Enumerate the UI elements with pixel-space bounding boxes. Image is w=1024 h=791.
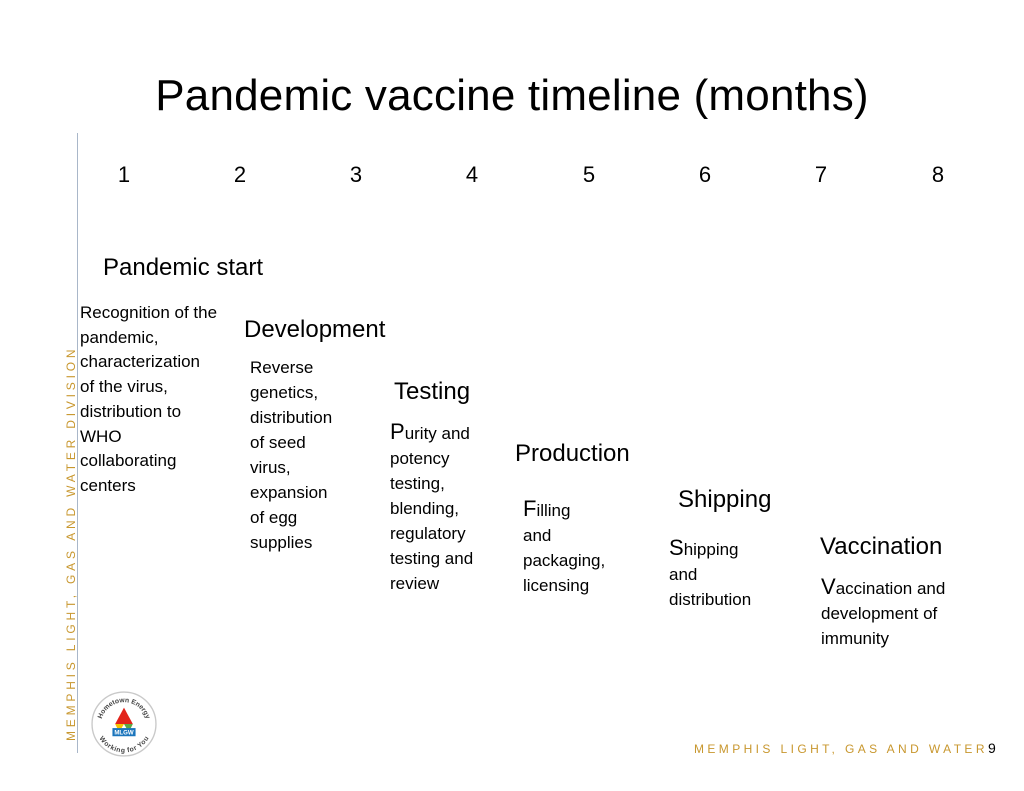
desc-line: expansion: [250, 483, 328, 502]
desc-first-rest: accination and: [835, 579, 946, 598]
stage-desc-production: [523, 496, 605, 598]
logo-badge-text: MLGW: [114, 729, 134, 737]
stage-desc-development: [250, 355, 332, 555]
desc-line: genetics,: [250, 383, 319, 402]
desc-line: packaging,: [523, 551, 606, 570]
stage-title-production: Production: [515, 440, 630, 467]
month-label: 2: [233, 162, 247, 187]
stage-title-testing: Testing: [394, 378, 471, 405]
month-label: 6: [698, 162, 712, 187]
desc-first-rest: illing: [536, 501, 571, 520]
stage-desc-shipping: [669, 535, 751, 612]
desc-line: of egg: [250, 508, 298, 527]
desc-line: review: [390, 574, 440, 593]
desc-line: potency: [390, 449, 450, 468]
desc-line: licensing: [523, 576, 590, 595]
desc-line: and: [669, 565, 698, 584]
desc-line: blending,: [390, 499, 460, 518]
slide-title: Pandemic vaccine timeline (months): [155, 71, 869, 120]
footer-org-name: MEMPHIS LIGHT, GAS AND WATER: [694, 742, 988, 756]
month-label: 8: [931, 162, 945, 187]
desc-line: pandemic,: [80, 327, 159, 347]
desc-line: collaborating: [80, 451, 177, 471]
stage-desc-testing: [390, 419, 473, 596]
desc-line: distribution to: [80, 401, 182, 421]
desc-line: WHO: [80, 426, 122, 446]
desc-line: testing,: [390, 474, 445, 493]
desc-line: testing and: [390, 549, 474, 568]
logo-bottom-text: Working for You: [97, 735, 151, 755]
desc-line: distribution: [250, 408, 333, 427]
desc-line: Reverse: [250, 358, 314, 377]
desc-line: [523, 496, 605, 523]
desc-line: distribution: [669, 590, 752, 609]
desc-first-rest: urity and: [404, 424, 470, 443]
desc-initial: S: [669, 535, 684, 560]
desc-line: supplies: [250, 533, 313, 552]
desc-line: of the virus,: [80, 377, 168, 397]
desc-line: regulatory: [390, 524, 466, 543]
month-label: 5: [582, 162, 596, 187]
month-label: 7: [814, 162, 828, 187]
desc-line: of seed: [250, 433, 306, 452]
desc-initial: P: [390, 419, 405, 444]
desc-line: characterization: [80, 352, 201, 372]
logo-top-text: Hometown Energy: [96, 697, 151, 720]
desc-line: centers: [80, 475, 136, 495]
desc-line: [669, 535, 751, 562]
sidebar-org-name: MEMPHIS LIGHT, GAS AND WATER DIVISION: [64, 345, 78, 741]
stage-desc-vaccination: [821, 574, 945, 651]
desc-line: virus,: [250, 458, 291, 477]
desc-initial: F: [523, 496, 537, 521]
stage-title-development: Development: [244, 316, 386, 343]
month-label: 4: [465, 162, 479, 187]
desc-line: [821, 574, 945, 601]
desc-line: immunity: [821, 629, 890, 648]
desc-first-rest: hipping: [683, 540, 739, 559]
desc-line: and: [523, 526, 552, 545]
desc-initial: V: [821, 574, 836, 599]
month-label: 1: [117, 162, 131, 187]
stage-title-vaccination: Vaccination: [820, 533, 943, 560]
desc-line: development of: [821, 604, 938, 623]
stage-title-shipping: Shipping: [678, 486, 772, 513]
page-number: 9: [988, 740, 996, 756]
desc-line: [390, 419, 473, 446]
mlgw-logo: [90, 690, 158, 758]
stage-desc-pandemic-start: [80, 301, 233, 499]
desc-line: Recognition of the: [80, 303, 218, 322]
month-label: 3: [349, 162, 363, 187]
stage-title-pandemic-start: Pandemic start: [103, 254, 264, 281]
